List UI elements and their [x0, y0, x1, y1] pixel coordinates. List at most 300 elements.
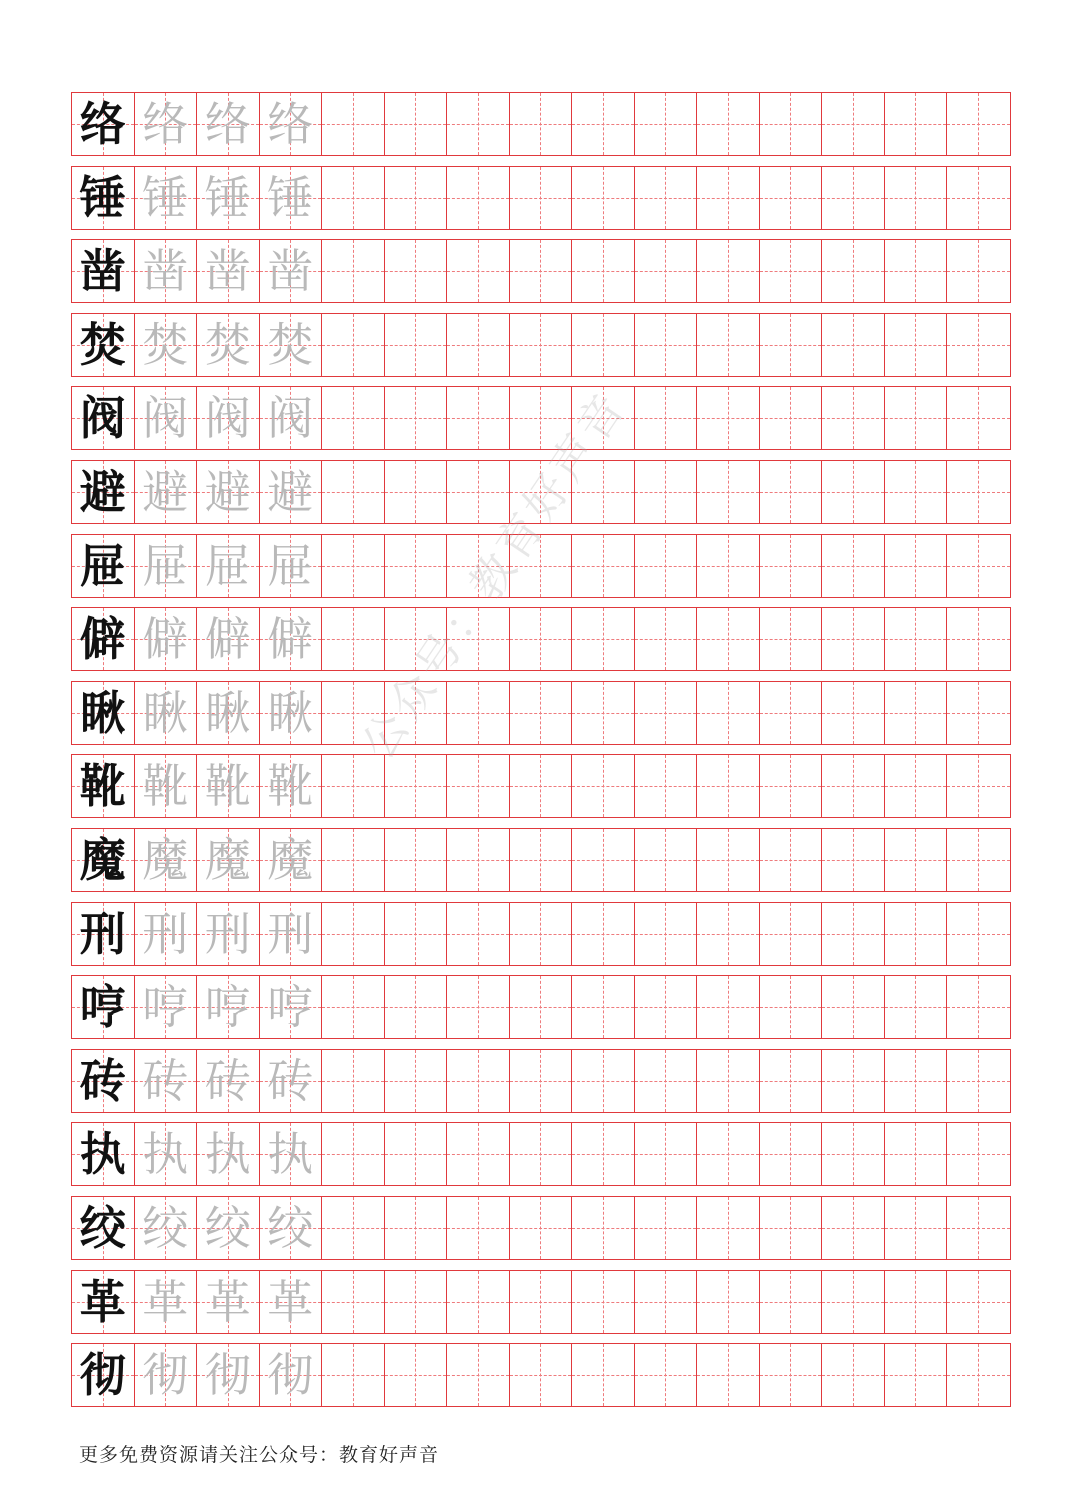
blank-cell	[510, 608, 573, 670]
trace-cell	[135, 682, 198, 744]
trace-cell	[135, 1123, 198, 1185]
blank-cell	[635, 608, 698, 670]
blank-cell	[947, 1197, 1010, 1259]
blank-cell	[322, 608, 385, 670]
blank-cell	[885, 829, 948, 891]
trace-character: 阀	[204, 391, 251, 446]
blank-cell	[885, 1271, 948, 1333]
trace-character: 阀	[267, 391, 314, 446]
blank-cell	[885, 535, 948, 597]
trace-character: 刑	[204, 906, 251, 961]
trace-cell	[197, 608, 260, 670]
trace-cell	[197, 93, 260, 155]
trace-character: 凿	[142, 244, 189, 299]
blank-cell	[760, 1271, 823, 1333]
trace-character: 砖	[204, 1053, 251, 1108]
blank-cell	[322, 167, 385, 229]
blank-cell	[385, 1271, 448, 1333]
blank-cell	[760, 240, 823, 302]
model-character: 魔	[79, 833, 126, 887]
trace-character: 阀	[142, 391, 189, 446]
trace-cell	[135, 461, 198, 523]
trace-cell	[260, 314, 323, 376]
trace-character: 络	[204, 97, 251, 151]
blank-cell	[760, 755, 823, 817]
blank-cell	[822, 1123, 885, 1185]
practice-row	[71, 607, 1011, 671]
trace-character: 哼	[204, 980, 251, 1035]
blank-cell	[885, 1123, 948, 1185]
practice-row	[71, 828, 1011, 892]
trace-character: 执	[204, 1127, 251, 1182]
blank-cell	[885, 167, 948, 229]
blank-cell	[635, 461, 698, 523]
trace-cell	[260, 903, 323, 965]
blank-cell	[885, 240, 948, 302]
model-character: 焚	[79, 317, 126, 372]
blank-cell	[447, 976, 510, 1038]
model-cell	[72, 976, 135, 1038]
blank-cell	[635, 387, 698, 449]
model-character: 凿	[79, 244, 126, 299]
blank-cell	[447, 755, 510, 817]
model-cell	[72, 829, 135, 891]
trace-cell	[135, 608, 198, 670]
blank-cell	[822, 240, 885, 302]
blank-cell	[760, 167, 823, 229]
blank-cell	[322, 976, 385, 1038]
blank-cell	[322, 1197, 385, 1259]
blank-cell	[697, 535, 760, 597]
trace-character: 避	[204, 465, 251, 519]
blank-cell	[510, 1123, 573, 1185]
trace-character: 哼	[142, 980, 189, 1035]
model-character: 哼	[79, 980, 126, 1035]
blank-cell	[697, 93, 760, 155]
blank-cell	[510, 93, 573, 155]
blank-cell	[322, 1344, 385, 1406]
blank-cell	[697, 314, 760, 376]
trace-character: 革	[204, 1274, 251, 1329]
blank-cell	[947, 535, 1010, 597]
model-character: 刑	[79, 906, 126, 961]
trace-cell	[135, 1271, 198, 1333]
trace-character: 执	[142, 1127, 189, 1182]
trace-cell	[135, 1344, 198, 1406]
trace-character: 避	[267, 465, 314, 519]
trace-cell	[260, 829, 323, 891]
blank-cell	[760, 1197, 823, 1259]
blank-cell	[510, 1197, 573, 1259]
blank-cell	[885, 682, 948, 744]
blank-cell	[947, 1123, 1010, 1185]
blank-cell	[447, 314, 510, 376]
blank-cell	[822, 976, 885, 1038]
blank-cell	[447, 1271, 510, 1333]
trace-character: 彻	[142, 1348, 189, 1403]
trace-character: 砖	[267, 1053, 314, 1108]
model-cell	[72, 240, 135, 302]
trace-cell	[197, 167, 260, 229]
model-cell	[72, 1050, 135, 1112]
trace-cell	[197, 829, 260, 891]
blank-cell	[635, 682, 698, 744]
blank-cell	[822, 755, 885, 817]
blank-cell	[760, 1050, 823, 1112]
model-character: 彻	[79, 1348, 126, 1403]
trace-character: 焚	[204, 317, 251, 372]
blank-cell	[447, 167, 510, 229]
footer-note: 更多免费资源请关注公众号：教育好声音	[79, 1444, 440, 1466]
model-cell	[72, 608, 135, 670]
blank-cell	[697, 461, 760, 523]
blank-cell	[510, 829, 573, 891]
blank-cell	[697, 903, 760, 965]
blank-cell	[447, 903, 510, 965]
trace-character: 魔	[267, 833, 314, 887]
blank-cell	[510, 755, 573, 817]
blank-cell	[385, 1197, 448, 1259]
blank-cell	[947, 1344, 1010, 1406]
trace-character: 僻	[267, 612, 314, 667]
trace-cell	[260, 682, 323, 744]
blank-cell	[947, 829, 1010, 891]
trace-character: 瞅	[142, 685, 189, 740]
blank-cell	[947, 461, 1010, 523]
trace-character: 锤	[204, 170, 251, 225]
blank-cell	[572, 314, 635, 376]
blank-cell	[822, 1197, 885, 1259]
blank-cell	[385, 903, 448, 965]
blank-cell	[447, 93, 510, 155]
trace-character: 瞅	[267, 685, 314, 740]
blank-cell	[697, 1123, 760, 1185]
model-character: 瞅	[79, 685, 126, 740]
model-cell	[72, 1197, 135, 1259]
trace-character: 靴	[142, 759, 189, 814]
trace-character: 魔	[142, 833, 189, 887]
trace-cell	[197, 535, 260, 597]
blank-cell	[822, 1050, 885, 1112]
blank-cell	[572, 608, 635, 670]
blank-cell	[385, 1123, 448, 1185]
blank-cell	[947, 608, 1010, 670]
watermark: 公众号：教育好声音	[352, 382, 637, 769]
blank-cell	[322, 903, 385, 965]
trace-character: 绞	[267, 1201, 314, 1255]
blank-cell	[510, 1050, 573, 1112]
blank-cell	[885, 976, 948, 1038]
blank-cell	[885, 1050, 948, 1112]
trace-cell	[260, 1050, 323, 1112]
trace-cell	[197, 461, 260, 523]
blank-cell	[447, 387, 510, 449]
blank-cell	[635, 976, 698, 1038]
blank-cell	[572, 240, 635, 302]
model-character: 络	[79, 97, 126, 151]
model-cell	[72, 755, 135, 817]
blank-cell	[322, 314, 385, 376]
blank-cell	[760, 608, 823, 670]
blank-cell	[572, 1197, 635, 1259]
model-character: 砖	[79, 1053, 126, 1108]
blank-cell	[572, 1344, 635, 1406]
model-cell	[72, 314, 135, 376]
blank-cell	[635, 535, 698, 597]
blank-cell	[510, 240, 573, 302]
model-cell	[72, 1344, 135, 1406]
blank-cell	[635, 1271, 698, 1333]
blank-cell	[635, 1050, 698, 1112]
blank-cell	[947, 1050, 1010, 1112]
trace-cell	[135, 1197, 198, 1259]
blank-cell	[322, 93, 385, 155]
trace-character: 刑	[267, 906, 314, 961]
blank-cell	[447, 1050, 510, 1112]
trace-character: 避	[142, 465, 189, 519]
blank-cell	[447, 682, 510, 744]
blank-cell	[385, 461, 448, 523]
trace-cell	[197, 314, 260, 376]
model-character: 革	[79, 1274, 126, 1329]
blank-cell	[947, 240, 1010, 302]
model-cell	[72, 167, 135, 229]
blank-cell	[510, 682, 573, 744]
blank-cell	[322, 535, 385, 597]
model-character: 避	[79, 465, 126, 519]
blank-cell	[322, 1050, 385, 1112]
blank-cell	[447, 829, 510, 891]
model-cell	[72, 682, 135, 744]
blank-cell	[822, 608, 885, 670]
practice-row	[71, 1049, 1011, 1113]
blank-cell	[697, 755, 760, 817]
practice-row	[71, 166, 1011, 230]
blank-cell	[760, 682, 823, 744]
trace-character: 屉	[204, 538, 251, 593]
practice-row	[71, 1122, 1011, 1186]
trace-cell	[260, 93, 323, 155]
trace-character: 络	[142, 97, 189, 151]
trace-cell	[135, 755, 198, 817]
blank-cell	[572, 1123, 635, 1185]
model-cell	[72, 461, 135, 523]
blank-cell	[447, 1197, 510, 1259]
blank-cell	[385, 240, 448, 302]
trace-cell	[197, 1344, 260, 1406]
blank-cell	[322, 1271, 385, 1333]
trace-cell	[260, 608, 323, 670]
practice-row	[71, 754, 1011, 818]
practice-row	[71, 313, 1011, 377]
blank-cell	[697, 1344, 760, 1406]
blank-cell	[510, 1271, 573, 1333]
blank-cell	[322, 461, 385, 523]
blank-cell	[385, 535, 448, 597]
trace-cell	[135, 903, 198, 965]
trace-cell	[260, 387, 323, 449]
blank-cell	[885, 387, 948, 449]
blank-cell	[572, 682, 635, 744]
model-character: 阀	[79, 391, 126, 446]
trace-cell	[135, 167, 198, 229]
blank-cell	[885, 755, 948, 817]
trace-cell	[135, 829, 198, 891]
model-character: 靴	[79, 759, 126, 814]
blank-cell	[947, 387, 1010, 449]
trace-character: 屉	[267, 538, 314, 593]
blank-cell	[947, 755, 1010, 817]
blank-cell	[572, 1050, 635, 1112]
blank-cell	[760, 535, 823, 597]
blank-cell	[322, 829, 385, 891]
practice-row	[71, 1343, 1011, 1407]
trace-character: 凿	[267, 244, 314, 299]
practice-row	[71, 92, 1011, 156]
blank-cell	[635, 903, 698, 965]
blank-cell	[760, 903, 823, 965]
trace-cell	[135, 240, 198, 302]
model-cell	[72, 93, 135, 155]
model-character: 僻	[79, 612, 126, 667]
trace-cell	[135, 93, 198, 155]
blank-cell	[885, 1197, 948, 1259]
model-character: 屉	[79, 538, 126, 593]
trace-cell	[260, 240, 323, 302]
blank-cell	[760, 387, 823, 449]
trace-character: 绞	[204, 1201, 251, 1255]
trace-cell	[260, 976, 323, 1038]
blank-cell	[635, 1197, 698, 1259]
blank-cell	[322, 1123, 385, 1185]
model-character: 执	[79, 1127, 126, 1182]
blank-cell	[385, 829, 448, 891]
blank-cell	[760, 829, 823, 891]
trace-cell	[135, 1050, 198, 1112]
trace-character: 哼	[267, 980, 314, 1035]
trace-character: 僻	[142, 612, 189, 667]
blank-cell	[947, 314, 1010, 376]
trace-character: 瞅	[204, 685, 251, 740]
trace-cell	[135, 535, 198, 597]
blank-cell	[822, 829, 885, 891]
trace-character: 锤	[267, 170, 314, 225]
trace-character: 砖	[142, 1053, 189, 1108]
blank-cell	[947, 167, 1010, 229]
trace-character: 屉	[142, 538, 189, 593]
trace-character: 靴	[267, 759, 314, 814]
blank-cell	[885, 903, 948, 965]
blank-cell	[697, 240, 760, 302]
blank-cell	[822, 387, 885, 449]
blank-cell	[635, 1123, 698, 1185]
blank-cell	[947, 976, 1010, 1038]
trace-cell	[260, 167, 323, 229]
blank-cell	[510, 1344, 573, 1406]
blank-cell	[822, 682, 885, 744]
blank-cell	[822, 535, 885, 597]
blank-cell	[385, 976, 448, 1038]
blank-cell	[635, 314, 698, 376]
blank-cell	[697, 608, 760, 670]
blank-cell	[822, 1271, 885, 1333]
trace-cell	[260, 1344, 323, 1406]
blank-cell	[447, 240, 510, 302]
blank-cell	[635, 93, 698, 155]
blank-cell	[822, 461, 885, 523]
trace-character: 凿	[204, 244, 251, 299]
blank-cell	[510, 976, 573, 1038]
blank-cell	[697, 1050, 760, 1112]
blank-cell	[635, 240, 698, 302]
trace-cell	[197, 682, 260, 744]
blank-cell	[697, 1197, 760, 1259]
trace-character: 靴	[204, 759, 251, 814]
blank-cell	[572, 93, 635, 155]
trace-cell	[260, 535, 323, 597]
blank-cell	[760, 976, 823, 1038]
trace-character: 焚	[142, 317, 189, 372]
trace-character: 绞	[142, 1201, 189, 1255]
trace-character: 锤	[142, 170, 189, 225]
trace-character: 彻	[267, 1348, 314, 1403]
model-cell	[72, 535, 135, 597]
blank-cell	[697, 682, 760, 744]
blank-cell	[510, 167, 573, 229]
trace-cell	[197, 1271, 260, 1333]
blank-cell	[635, 829, 698, 891]
blank-cell	[947, 1271, 1010, 1333]
blank-cell	[385, 387, 448, 449]
blank-cell	[697, 1271, 760, 1333]
blank-cell	[822, 1344, 885, 1406]
trace-cell	[197, 1123, 260, 1185]
model-character: 锤	[79, 170, 126, 225]
trace-character: 彻	[204, 1348, 251, 1403]
blank-cell	[697, 976, 760, 1038]
blank-cell	[760, 1123, 823, 1185]
blank-cell	[635, 755, 698, 817]
trace-character: 执	[267, 1127, 314, 1182]
blank-cell	[822, 903, 885, 965]
practice-row	[71, 1270, 1011, 1334]
blank-cell	[572, 755, 635, 817]
practice-row	[71, 1196, 1011, 1260]
blank-cell	[885, 1344, 948, 1406]
blank-cell	[385, 93, 448, 155]
blank-cell	[885, 93, 948, 155]
trace-cell	[135, 387, 198, 449]
trace-cell	[197, 387, 260, 449]
practice-row	[71, 239, 1011, 303]
blank-cell	[385, 1344, 448, 1406]
trace-character: 僻	[204, 612, 251, 667]
blank-cell	[822, 93, 885, 155]
blank-cell	[885, 608, 948, 670]
blank-cell	[697, 167, 760, 229]
blank-cell	[572, 535, 635, 597]
blank-cell	[697, 829, 760, 891]
blank-cell	[635, 167, 698, 229]
trace-character: 焚	[267, 317, 314, 372]
blank-cell	[510, 314, 573, 376]
model-cell	[72, 1123, 135, 1185]
blank-cell	[822, 167, 885, 229]
practice-row	[71, 681, 1011, 745]
blank-cell	[572, 976, 635, 1038]
trace-cell	[135, 976, 198, 1038]
blank-cell	[322, 387, 385, 449]
